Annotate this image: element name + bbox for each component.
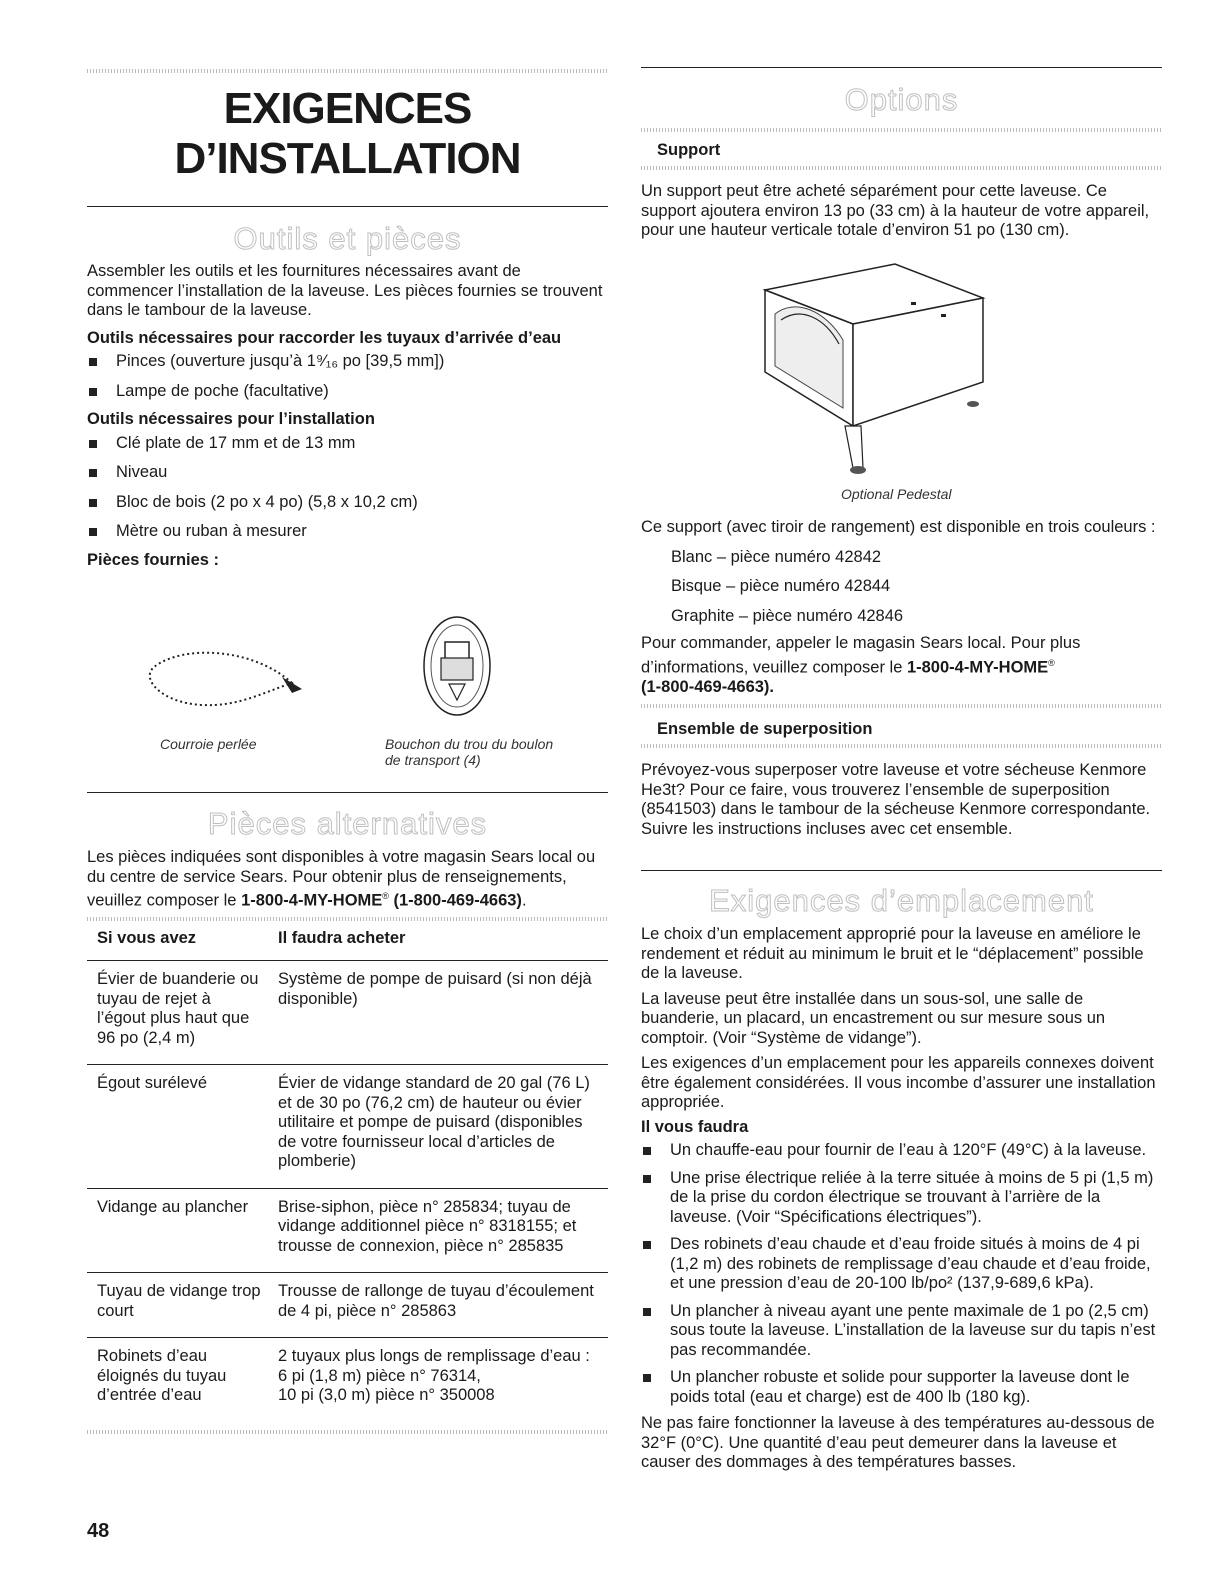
top-hatch-rule <box>87 69 608 73</box>
table-cell: Évier de vidange standard de 20 gal (76 L) et de 30 po (76,2 cm) de hauteur ou évier utilitaire et pompe de puisard (disponibles de votre fournisseur local d’articles de plomberie) <box>268 1065 608 1189</box>
closing-paragraph: Ne pas faire fonctionner la laveuse à des températures au-dessous de 32°F (0°C). Une quantité d’eau peut demeurer dans la laveuse et causer des dommages à des températures basses. <box>641 1414 1155 1471</box>
list-item: Une prise électrique reliée à la terre située à moins de 5 pi (1,5 m) de la prise du cordon électrique se trouvant à l’arrière de la laveuse. (Voir “Spécifications électriques”). <box>641 1169 1162 1228</box>
tools-intro: Assembler les outils et les fournitures nécessaires avant de commencer l’installation de la laveuse. Les pièces fournies se trouvent dans le tambour de la laveuse. <box>87 262 603 319</box>
table-row <box>87 1338 608 1422</box>
section-rule <box>87 792 608 793</box>
list-item: Lampe de poche (facultative) <box>87 382 608 402</box>
order-text: Pour commander, appeler le magasin Sears local. Pour plus d’informations, veuillez composer le 1-800-4-MY-HOME® (1-800-469-4663). <box>641 634 1081 696</box>
shipping-bolt-plug-illustration <box>419 614 495 718</box>
pedestal-caption: Optional Pedestal <box>841 486 952 502</box>
page-number: 48 <box>87 1520 110 1542</box>
hatch-rule <box>87 1430 608 1434</box>
registered-mark: ® <box>1048 657 1055 668</box>
options-section-title: Options <box>844 82 959 117</box>
location-section <box>641 925 1162 1473</box>
table-row <box>87 1065 608 1189</box>
inlet-tools-heading: Outils nécessaires pour raccorder les tuyaux d’arrivée d’eau <box>87 328 562 347</box>
section-rule <box>641 67 1162 68</box>
parts-heading: Pièces fournies : <box>87 550 220 569</box>
location-paragraph: La laveuse peut être installée dans un sous-sol, une salle de buanderie, un placard, un encastrement ou sur mesure sous un comptoir. (Voir “Système de vidange”). <box>641 989 1106 1047</box>
table-cell: Tuyau de vidange trop court <box>87 1273 268 1338</box>
install-tools-list <box>87 434 608 542</box>
table-row <box>87 1188 608 1273</box>
tools-section-title: Outils et pièces <box>233 221 462 256</box>
table-cell: Système de pompe de puisard (si non déjà disponible) <box>268 961 608 1065</box>
install-tools-heading: Outils nécessaires pour l’installation <box>87 410 375 428</box>
table-header-row <box>87 921 608 961</box>
pedestal-colors <box>641 518 1162 697</box>
support-heading: Support <box>657 141 721 159</box>
phone-number: 1-800-4-MY-HOME <box>906 658 1049 676</box>
table-cell: Trousse de rallonge de tuyau d’écoulement de 4 pi, pièce n° 285863 <box>268 1273 608 1338</box>
hatch-rule <box>641 128 1162 132</box>
table-row <box>87 1273 608 1338</box>
pedestal-illustration <box>745 258 995 480</box>
phone-number: 1-800-4-MY-HOME <box>241 891 383 910</box>
inlet-tools-list <box>87 352 608 401</box>
list-item: Un plancher robuste et solide pour supporter la laveuse dont le poids total (eau et charge) est de 400 lb (180 kg). <box>641 1368 1162 1407</box>
color-option: Blanc – pièce numéro 42842 <box>671 547 882 566</box>
plug-caption: Bouchon du trou du boulon de transport (4) <box>385 736 554 768</box>
tools-section <box>87 262 608 570</box>
location-paragraph: Le choix d’un emplacement approprié pour la laveuse en améliore le rendement et réduit au minimum le bruit et le “déplacement” possible de la laveuse. <box>641 925 1144 982</box>
strap-caption: Courroie perlée <box>160 736 257 752</box>
section-rule <box>87 206 608 207</box>
beaded-strap-illustration <box>142 645 302 715</box>
table-cell: Égout surélevé <box>87 1065 268 1189</box>
list-item: Pinces (ouverture jusqu’à 1⁹⁄₁₆ po [39,5 mm]) <box>87 352 608 372</box>
requirements-list <box>641 1141 1162 1407</box>
table-cell: Évier de buanderie ou tuyau de rejet à l’égout plus haut que 96 po (2,4 m) <box>87 961 268 1065</box>
column-header: Si vous avez <box>87 921 268 961</box>
page-title: EXIGENCES D’INSTALLATION <box>174 84 521 183</box>
location-paragraph: Les exigences d’un emplacement pour les appareils connexes doivent être également considérées. Il vous incombe d’assurer une installation appropriée. <box>641 1054 1156 1111</box>
table-cell: Robinets d’eau éloignés du tuyau d’entrée d’eau <box>97 1347 227 1404</box>
stack-kit-text: Prévoyez-vous superposer votre laveuse et votre sécheuse Kenmore He3t? Pour ce faire, vous trouverez l’ensemble de superposition (8541503) dans le tambour de la sécheuse Kenmore correspondante. Suivre les instructions incluses avec cet ensemble. <box>641 761 1151 838</box>
alt-parts-section-title: Pièces alternatives <box>207 806 488 841</box>
table-row <box>87 961 608 1065</box>
location-section-title: Exigences d’emplacement <box>709 883 1094 918</box>
phone-number-digits: (1-800-469-4663). <box>641 677 774 696</box>
color-option: Graphite – pièce numéro 42846 <box>671 606 904 625</box>
list-item: Clé plate de 17 mm et de 13 mm <box>87 434 608 454</box>
table-cell: Brise-siphon, pièce n° 285834; tuyau de vidange additionnel pièce n° 8318155; et trousse de connexion, pièce n° 285835 <box>268 1188 608 1273</box>
list-item: Mètre ou ruban à mesurer <box>87 522 608 542</box>
column-header: Il faudra acheter <box>268 921 608 961</box>
alt-parts-section <box>87 848 608 1434</box>
table-cell: Vidange au plancher <box>87 1188 268 1273</box>
list-item: Des robinets d’eau chaude et d’eau froide situés à moins de 4 pi (1,2 m) des robinets de remplissage d’eau chaude et d’eau froide, et une pression d’eau de 20-100 lb/po² (137,9-689,6 kPa). <box>641 1235 1162 1294</box>
table-cell: 2 tuyaux plus longs de remplissage d’eau : 6 pi (1,8 m) pièce n° 76314, 10 pi (3,0 m) pièce n° 350008 <box>278 1347 590 1404</box>
list-item: Un plancher à niveau ayant une pente maximale de 1 po (2,5 cm) sous toute la laveuse. L’installation de la laveuse sur du tapis n’est pas recommandée. <box>641 1302 1162 1361</box>
hatch-rule <box>641 744 1162 748</box>
support-text: Un support peut être acheté séparément pour cette laveuse. Ce support ajoutera environ 13 po (33 cm) à la hauteur de votre appareil, pour une hauteur verticale totale d’environ 51 po (130 cm). <box>641 182 1150 239</box>
alt-parts-table <box>87 921 608 1422</box>
list-item: Bloc de bois (2 po x 4 po) (5,8 x 10,2 cm) <box>87 493 608 513</box>
list-item: Un chauffe-eau pour fournir de l’eau à 120°F (49°C) à la laveuse. <box>641 1141 1162 1161</box>
registered-mark: ® <box>382 891 389 901</box>
color-option: Bisque – pièce numéro 42844 <box>671 577 891 595</box>
colors-intro: Ce support (avec tiroir de rangement) est disponible en trois couleurs : <box>641 518 1156 536</box>
hatch-rule <box>641 166 1162 170</box>
requirements-heading: Il vous faudra <box>641 1117 749 1136</box>
hatch-rule <box>641 704 1162 708</box>
section-rule <box>641 870 1162 871</box>
alt-parts-intro: Les pièces indiquées sont disponibles à votre magasin Sears local ou du centre de service Sears. Pour obtenir plus de renseignements, veuillez composer le 1-800-4-MY-HOME® (1-800-469-4663). <box>87 848 596 910</box>
list-item: Niveau <box>87 463 608 483</box>
stack-kit-heading: Ensemble de superposition <box>657 720 873 738</box>
phone-number-digits: (1-800-469-4663) <box>393 891 522 910</box>
